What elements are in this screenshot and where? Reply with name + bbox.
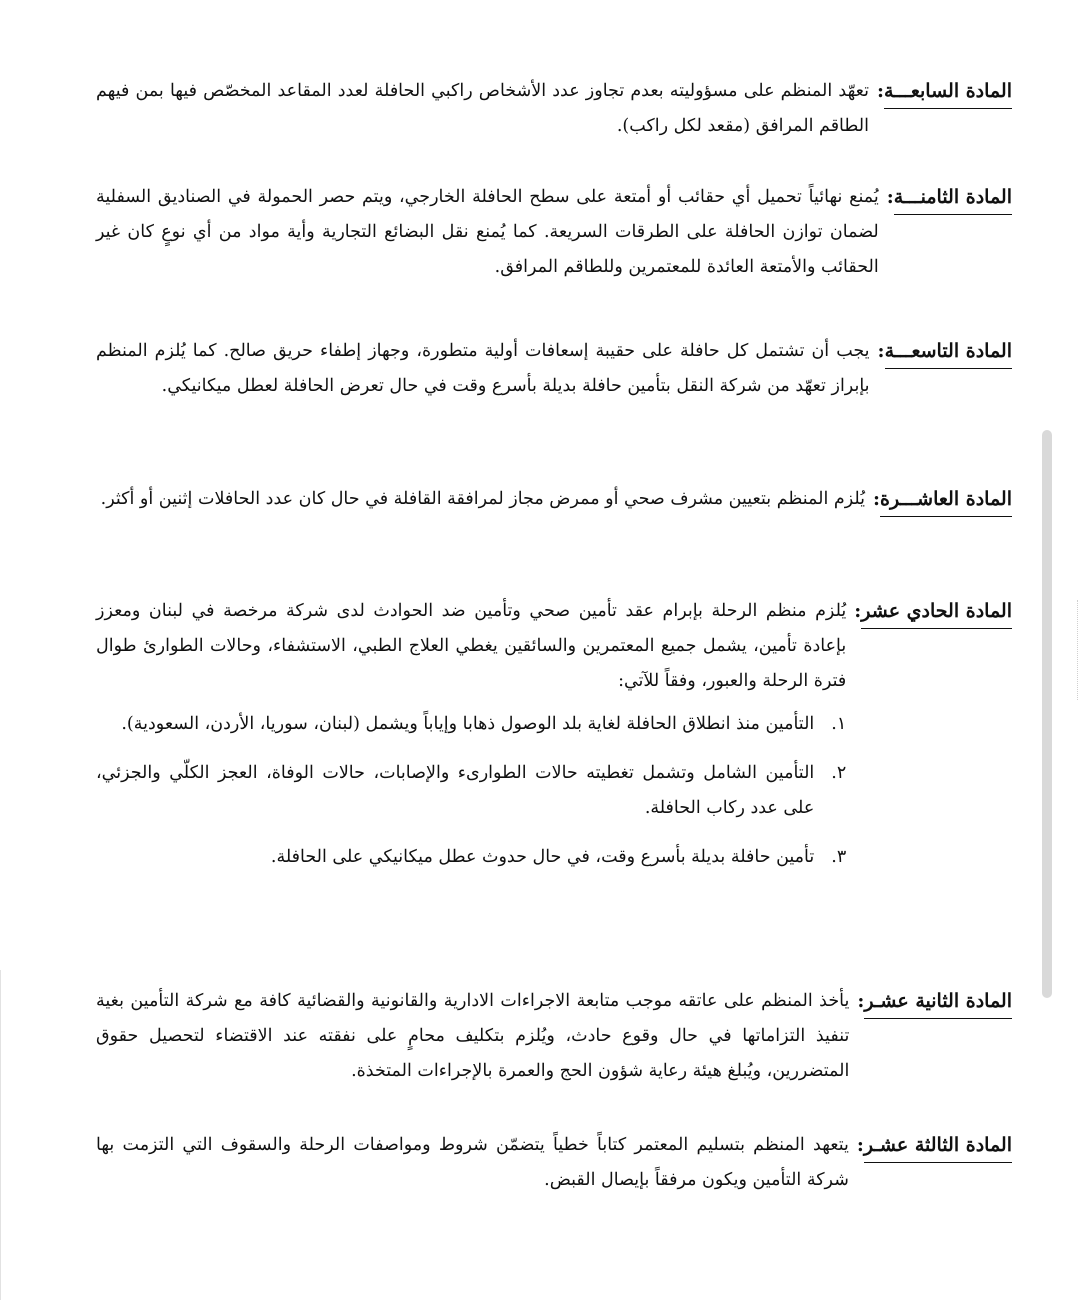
list-item [96,756,846,826]
article-body-container [96,594,846,889]
list-item [96,707,846,742]
article-body: يأخذ المنظم على عاتقه موجب متابعة الاجراءات الادارية والقانونية والقضائية كافة مع شركة التأمين بغية تنفيذ التزاماتها في حال وقوع حادث، ويُلزم بتكليف محامٍ على نفقته عند الاقتضاء لتحصيل حقوق المتضررين، ويُبلغ هيئة رعاية شؤون الحج والعمرة بالإجراءات المتخذة. [96,991,850,1081]
article-10 [96,482,1012,517]
list-number: ٣. [831,847,847,867]
list-item [96,840,846,875]
article-11 [96,594,1012,889]
title-colon: : [854,600,862,622]
page-edge-marks [1073,600,1078,700]
article-title: المادة الحادي عشر [861,598,1012,629]
article-7 [96,74,1012,144]
article-body: يتعهد المنظم بتسليم المعتمر كتاباً خطياً يتضمّن شروط ومواصفات الرحلة والسقوف التي التزمت بها شركة التأمين ويكون مرفقاً بإيصال القبض. [96,1135,849,1190]
article-body: يجب أن تشتمل كل حافلة على حقيبة إسعافات أولية متطورة، وجهاز إطفاء حريق صالح. كما يُلزم المنظم بإبراز تعهّد من شركة النقل بتأمين حافلة بديلة بأسرع وقت في حال تعرض الحافلة لعطل ميكانيكي. [96,341,870,396]
list-number: ١. [831,714,847,734]
article-8 [96,180,1012,285]
page-left-edge [0,970,3,1300]
list-text: التأمين منذ انطلاق الحافلة لغاية بلد الوصول ذهابا وإياباً ويشمل (لبنان، سوريا، الأردن، السعودية). [121,714,815,734]
article-13 [96,1128,1012,1198]
title-colon: : [856,1134,864,1156]
title-colon: : [873,488,881,510]
article-title: المادة الثالثة عشـر [864,1132,1012,1163]
article-body: يُلزم منظم الرحلة بإبرام عقد تأمين صحي وتأمين ضد الحوادث لدى شركة مرخصة في لبنان ومعزز بإعادة تأمين، يشمل جميع المعتمرين والسائقين يغطي العلاج الطبي، الاستشفاء، وحالات الطوارئ طوال فترة الرحلة والعبور، وفقاً للآتي: [96,601,847,691]
list-text: التأمين الشامل وتشمل تغطيته حالات الطوارىء والإصابات، حالات الوفاة، العجز الكلّي والجزئي، على عدد ركاب الحافلة. [96,763,815,818]
article-body: تعهّد المنظم على مسؤوليته بعدم تجاوز عدد الأشخاص راكبي الحافلة لعدد المقاعد المخصّص فيها بمن فيهم الطاقم المرافق (مقعد لكل راكب). [96,81,869,136]
article-9 [96,334,1012,404]
article-body: يُلزم المنظم بتعيين مشرف صحي أو ممرض مجاز لمرافقة القافلة في حال كان عدد الحافلات إثنين أو أكثر. [100,489,866,509]
article-body: يُمنع نهائياً تحميل أي حقائب أو أمتعة على سطح الحافلة الخارجي، ويتم حصر الحمولة في الصناديق السفلية لضمان توازن الحافلة على الطرقات السريعة. كما يُمنع نقل البضائع التجارية وأية مواد من أي نوعٍ كان غير الحقائب والأمتعة العائدة للمعتمرين وللطاقم المرافق. [96,187,879,277]
article-title: المادة السابعـــة [884,78,1012,109]
article-title: المادة التاسعـــة [885,338,1012,369]
list-number: ٢. [831,763,847,783]
article-title: المادة العاشـــرة [880,486,1012,517]
title-colon: : [876,80,884,102]
article-title: المادة الثانية عشـر [864,988,1012,1019]
title-colon: : [877,340,885,362]
scrollbar-thumb[interactable] [1042,430,1052,998]
list-text: تأمين حافلة بديلة بأسرع وقت، في حال حدوث عطل ميكانيكي على الحافلة. [270,847,815,867]
article-title: المادة الثامنـــة [894,184,1012,215]
title-colon: : [857,990,865,1012]
title-colon: : [886,186,894,208]
article-12 [96,984,1012,1089]
coverage-list [96,707,846,875]
